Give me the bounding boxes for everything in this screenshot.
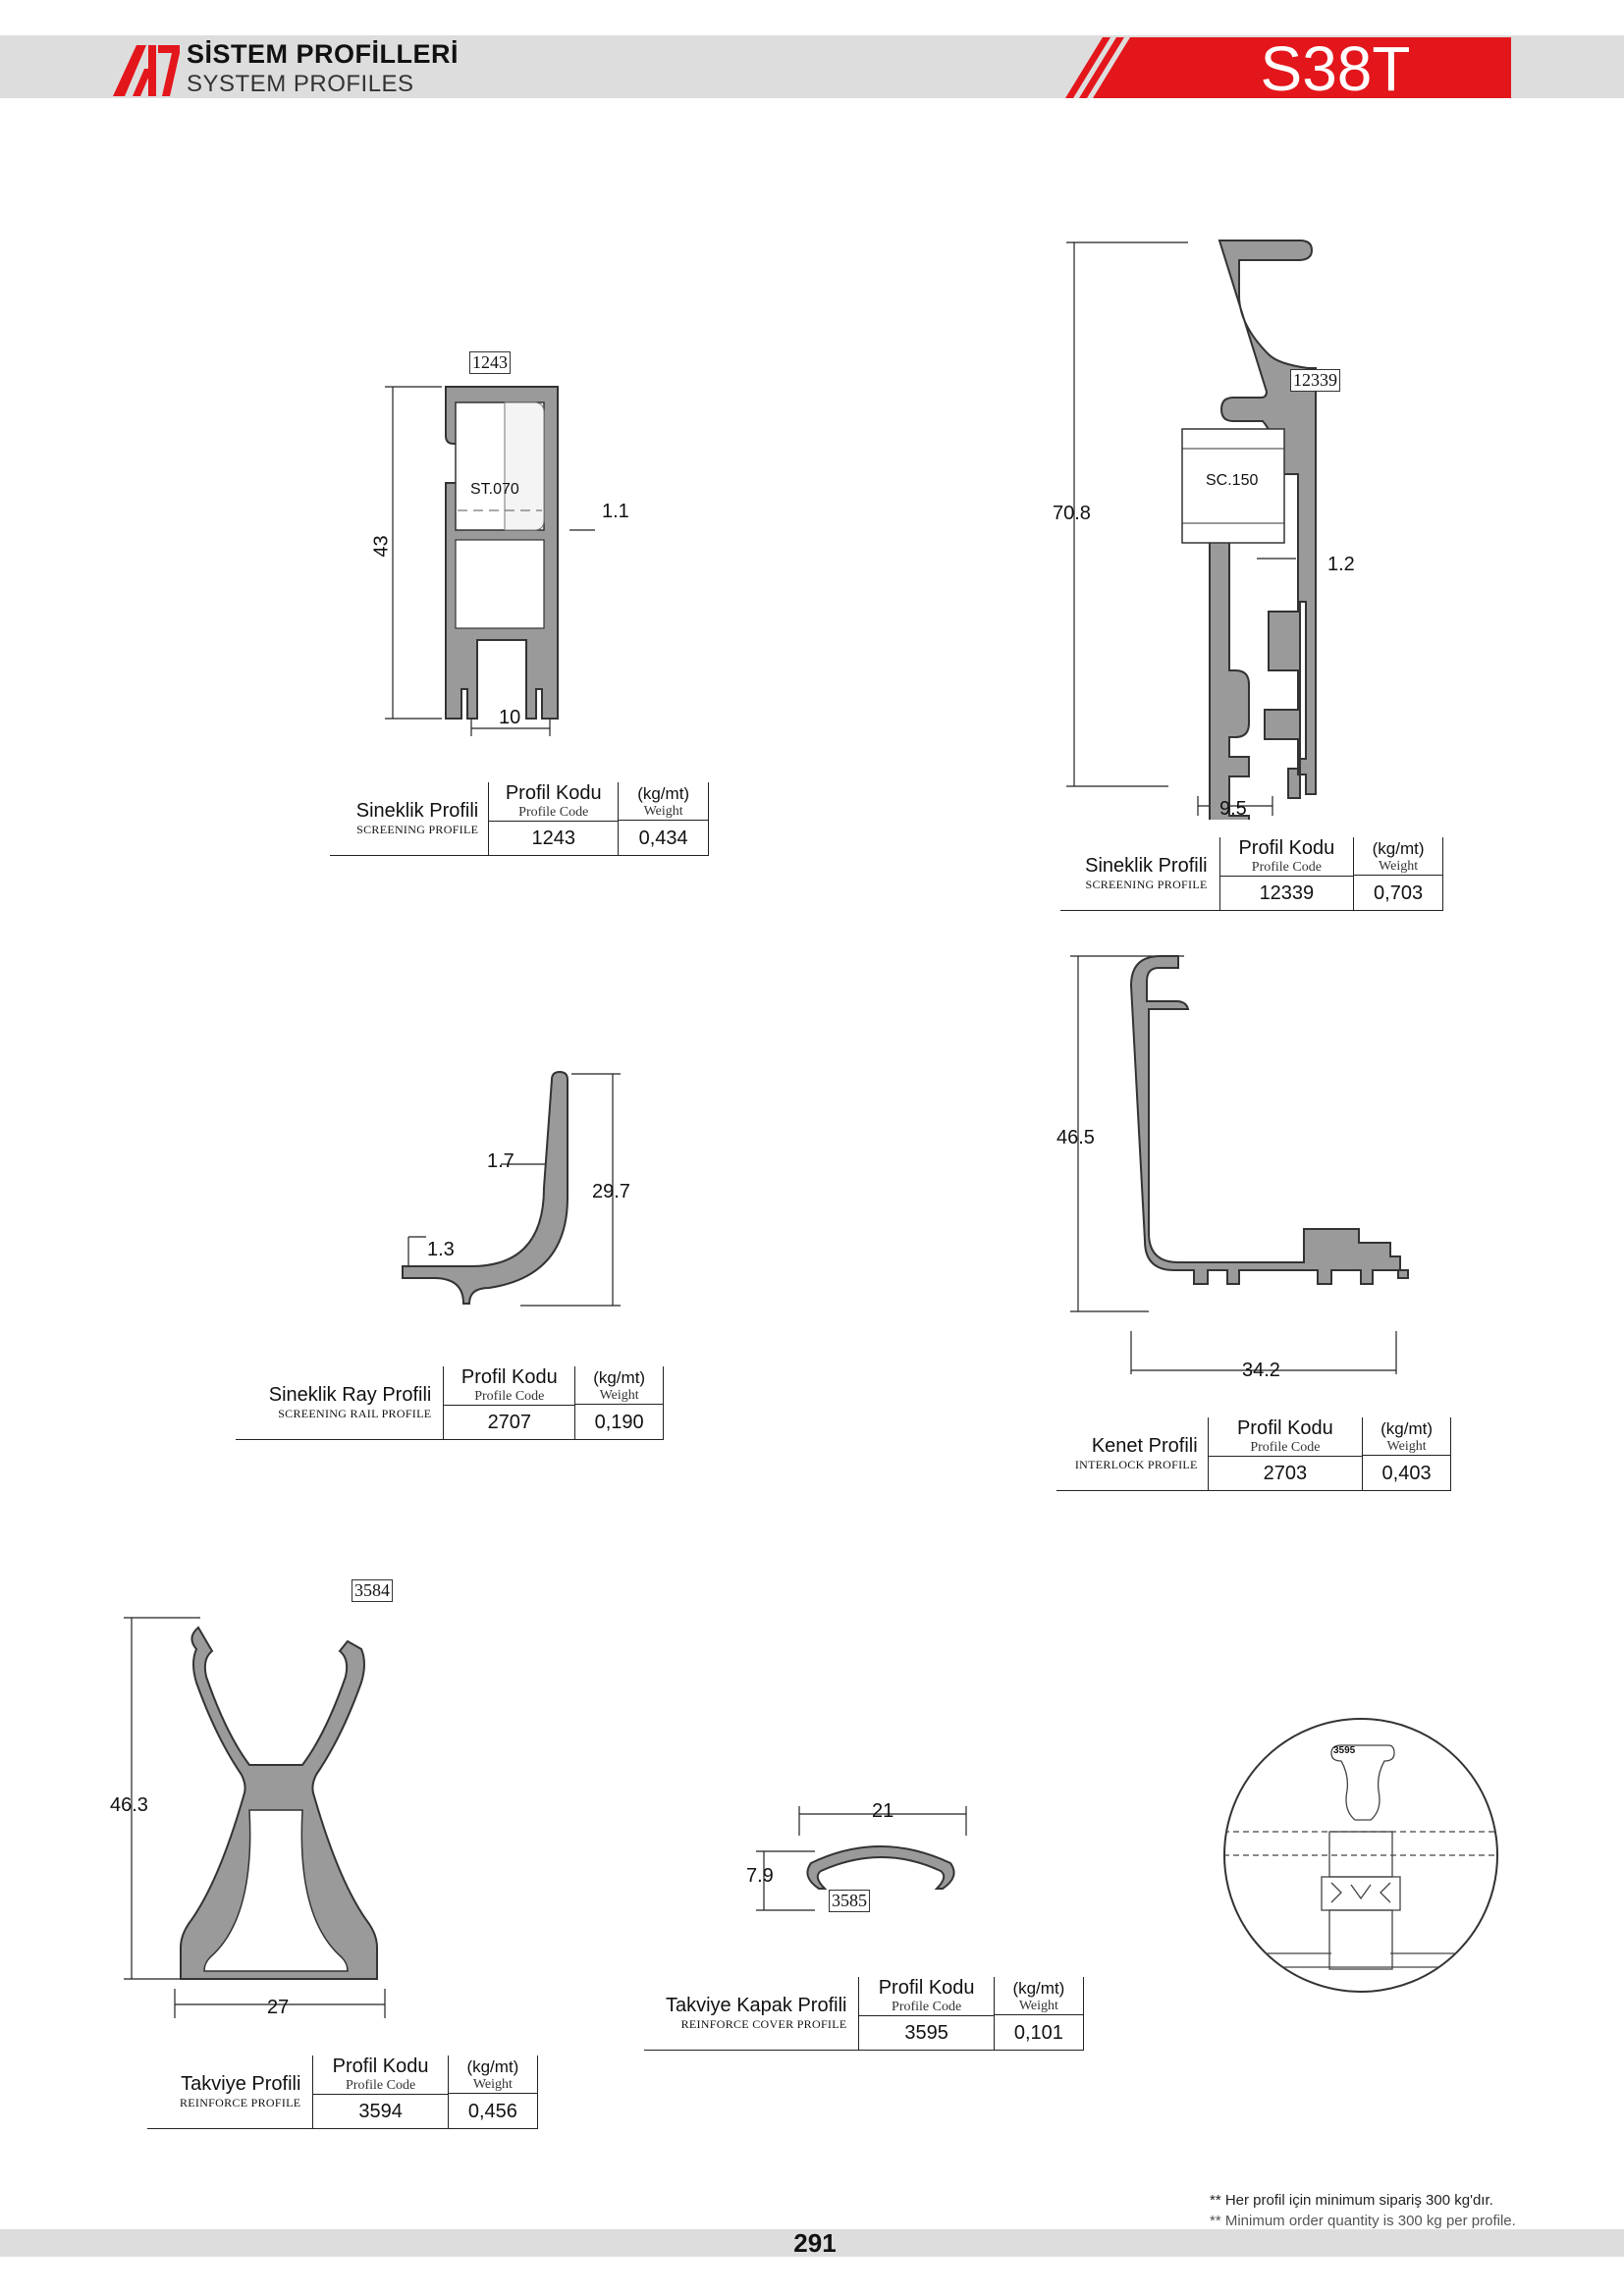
profile-2703-info [1056,1417,1451,1491]
profile-3594-width-dim: 27 [267,1997,290,2018]
weight-value: 0,703 [1354,877,1443,911]
page-number: 291 [793,2228,837,2258]
header-subtitle: SYSTEM PROFILES [187,71,414,97]
profile-3594-info [147,2056,538,2129]
order-note-tr: ** Her profil için minimum sipariş 300 kg'dır. [1210,2192,1493,2209]
profile-name: Takviye Profili [181,2073,301,2095]
code-header-en: Profile Code [489,805,618,822]
weight-value: 0,403 [1363,1457,1451,1491]
profile-12339-drawing [1060,231,1355,820]
profile-code-value: 2707 [444,1406,575,1440]
code-header: Profil Kodu [505,782,602,804]
weight-value: 0,101 [994,2016,1083,2051]
code-header: Profil Kodu [878,1977,975,1999]
weight-value: 0,434 [619,822,709,856]
code-header: Profil Kodu [332,2056,429,2077]
profile-name: Kenet Profili [1091,1435,1198,1457]
weight-header-en: Weight [619,804,708,821]
profile-name: Sineklik Profili [355,800,479,822]
profile-3595-info [644,1977,1084,2051]
profile-3594-tag: 3584 [352,1579,393,1602]
profile-name-en: SCREENING RAIL PROFILE [278,1407,432,1420]
code-header-en: Profile Code [1209,1440,1362,1457]
profile-3595-tag: 3585 [829,1890,870,1912]
weight-header-en: Weight [575,1388,663,1405]
profile-name-en: INTERLOCK PROFILE [1074,1458,1198,1471]
profile-12339-info [1060,837,1443,911]
profile-1243-wall-dim: 1.1 [602,501,629,522]
profile-1243-info [330,782,709,856]
profile-12339-insert-label: SC.150 [1206,472,1259,489]
code-header: Profil Kodu [1236,1417,1333,1439]
assembly-detail-drawing [1214,1708,1508,2002]
profile-2703-drawing [1060,942,1414,1384]
profile-2707-info [236,1366,664,1440]
brand-logo-icon [111,39,182,98]
weight-header: (kg/mt) [466,2056,519,2076]
weight-value: 0,190 [575,1406,664,1440]
profile-3595-width-dim: 21 [872,1800,894,1822]
weight-header: (kg/mt) [1372,838,1425,858]
detail-tag: 3595 [1333,1745,1356,1756]
weight-value: 0,456 [448,2095,537,2129]
profile-2707-base-dim: 1.3 [427,1239,455,1260]
profile-12339-width-dim: 9.5 [1219,798,1247,820]
profile-2707-wall-dim: 1.7 [487,1150,514,1172]
profile-code-value: 12339 [1219,877,1354,911]
weight-header: (kg/mt) [593,1367,646,1387]
profile-1243-width-dim: 10 [499,707,521,728]
weight-header: (kg/mt) [1380,1418,1434,1438]
profile-name-en: SCREENING PROFILE [1085,878,1208,891]
weight-header: (kg/mt) [637,783,690,803]
profile-1243-height-dim: 43 [370,535,393,558]
code-header-en: Profile Code [313,2078,447,2095]
profile-2703-width-dim: 34.2 [1242,1360,1280,1381]
profile-name: Sineklik Profili [1085,855,1208,877]
weight-header: (kg/mt) [1012,1978,1065,1998]
code-header-en: Profile Code [859,2000,993,2016]
profile-3594-height-dim: 46.3 [110,1794,148,1816]
weight-header-en: Weight [1363,1439,1450,1456]
profile-code-value: 1243 [489,822,619,856]
profile-name: Takviye Kapak Profili [665,1995,847,2016]
profile-12339-height-dim: 70.8 [1053,503,1091,524]
profile-12339-wall-dim: 1.2 [1327,554,1355,575]
profile-name-en: REINFORCE PROFILE [179,2096,301,2109]
profile-3594-drawing [118,1610,412,2022]
profile-2707-height-dim: 29.7 [592,1181,630,1202]
weight-header-en: Weight [995,1999,1083,2015]
profile-code-value: 3594 [313,2095,448,2129]
profile-1243-tag: 1243 [469,351,511,374]
code-header-en: Profile Code [444,1389,574,1406]
profile-1243-drawing [370,344,609,736]
profile-12339-tag: 12339 [1290,369,1340,392]
order-note-en: ** Minimum order quantity is 300 kg per profile. [1210,2213,1516,2229]
header-title: SİSTEM PROFİLLERİ [187,39,460,69]
profile-name-en: SCREENING PROFILE [356,823,479,836]
series-label: S38T [1260,33,1411,104]
profile-3595-height-dim: 7.9 [746,1865,774,1887]
weight-header-en: Weight [449,2077,537,2094]
weight-header-en: Weight [1354,859,1442,876]
profile-name: Sineklik Ray Profili [268,1384,432,1406]
code-header-en: Profile Code [1220,860,1354,877]
profile-code-value: 2703 [1208,1457,1362,1491]
profile-name-en: REINFORCE COVER PROFILE [680,2017,847,2031]
code-header: Profil Kodu [1238,837,1335,859]
profile-code-value: 3595 [859,2016,994,2051]
profile-1243-insert-label: ST.070 [470,481,519,498]
code-header: Profil Kodu [460,1366,558,1388]
profile-2703-height-dim: 46.5 [1056,1127,1095,1148]
